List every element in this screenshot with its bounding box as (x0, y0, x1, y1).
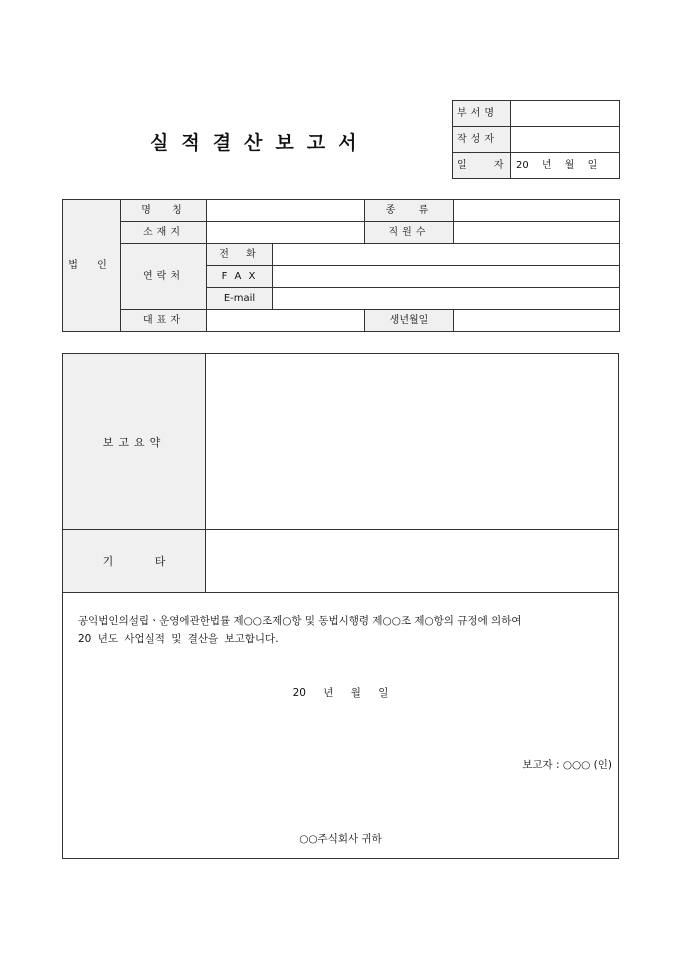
name-label: 명 칭 (121, 200, 207, 222)
date-label: 일 자 (453, 153, 511, 179)
summary-label: 보고요약 (63, 354, 206, 530)
addressee: ○○주식회사 귀하 (299, 833, 382, 845)
phone-label: 전 화 (207, 244, 273, 266)
statement-line-1: 공익법인의설립ㆍ운영에관한법률 제○○조제○항 및 동법시행령 제○○조 제○항의 규정에 의하여 (78, 615, 522, 627)
birth-date-label: 생년월일 (365, 310, 454, 332)
corporation-info-table (62, 199, 620, 332)
type-field[interactable] (454, 200, 620, 222)
report-statement (78, 612, 608, 648)
fax-field[interactable] (273, 266, 620, 288)
phone-field[interactable] (273, 244, 620, 266)
reporter-signature: 보고자 : ○○○ (인) (522, 759, 612, 771)
staff-count-field[interactable] (454, 222, 620, 244)
address-field[interactable] (207, 222, 365, 244)
address-label: 소재지 (121, 222, 207, 244)
report-date: 20 년 월 일 (292, 687, 389, 699)
email-field[interactable] (273, 288, 620, 310)
email-label: E-mail (207, 288, 273, 310)
dept-label: 부서명 (453, 101, 511, 127)
birth-date-field[interactable] (454, 310, 620, 332)
name-field[interactable] (207, 200, 365, 222)
report-section (62, 353, 619, 859)
summary-field[interactable] (206, 354, 618, 530)
representative-field[interactable] (207, 310, 365, 332)
staff-count-label: 직원수 (365, 222, 454, 244)
etc-field[interactable] (206, 530, 618, 593)
fax-label: F A X (207, 266, 273, 288)
document-title: 실적결산보고서 (150, 132, 370, 154)
approval-table (452, 100, 620, 179)
corporation-label: 법 인 (63, 200, 121, 332)
type-label: 종 류 (365, 200, 454, 222)
contact-label: 연락처 (121, 244, 207, 310)
date-field[interactable]: 20 년 월 일 (511, 153, 620, 179)
statement-line-2: 20 년도 사업실적 및 결산을 보고합니다. (78, 633, 279, 645)
writer-field[interactable] (511, 127, 620, 153)
dept-field[interactable] (511, 101, 620, 127)
representative-label: 대표자 (121, 310, 207, 332)
etc-label: 기 타 (63, 530, 206, 593)
writer-label: 작성자 (453, 127, 511, 153)
